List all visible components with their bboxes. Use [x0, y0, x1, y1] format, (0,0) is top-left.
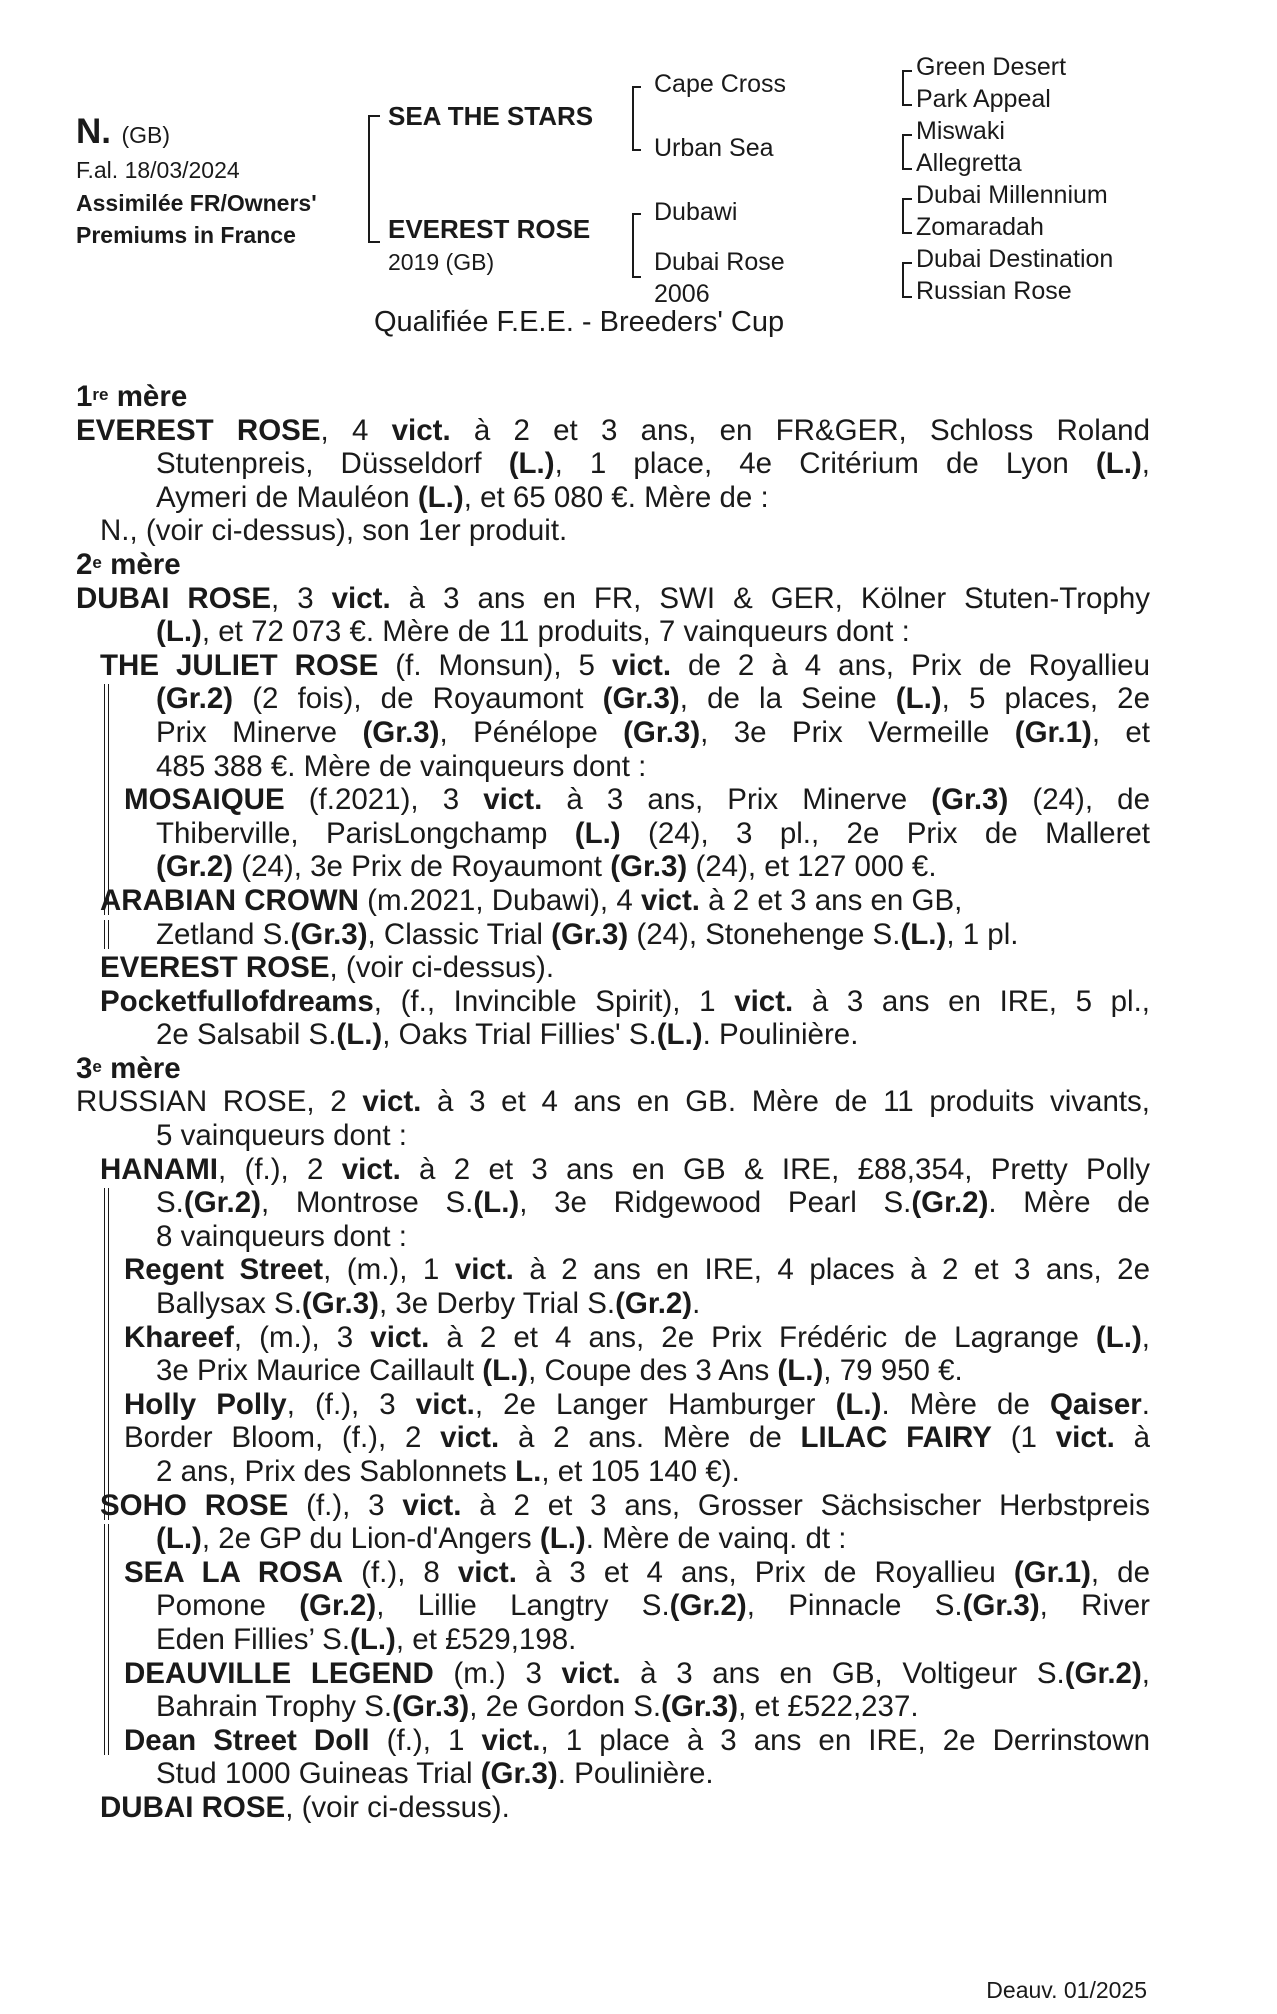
- bold-segment: (L.): [482, 1354, 529, 1388]
- text-segment: à: [1114, 1421, 1150, 1455]
- text-segment: (f.), 1: [369, 1723, 482, 1757]
- bold-segment: (Gr.3): [623, 715, 701, 749]
- text-segment: , (m.), 3: [233, 1320, 371, 1354]
- text-line: [76, 582, 1150, 616]
- text-line: [76, 1724, 1150, 1758]
- text-line: [76, 951, 1150, 985]
- bold-segment: vict.: [402, 1488, 462, 1522]
- horse-name: N.: [76, 112, 111, 151]
- bold-segment: vict.: [611, 648, 672, 682]
- bold-segment: vict.: [734, 984, 794, 1018]
- text-line: [76, 682, 1150, 716]
- dam-dam-year: 2006: [654, 280, 710, 308]
- text-segment: , 2e GP du Lion-d'Angers: [201, 1522, 540, 1556]
- text-segment: (m.2021, Dubawi), 4: [358, 883, 641, 917]
- bold-segment: Dean Street Doll: [124, 1723, 370, 1757]
- bold-segment: (L.): [895, 682, 942, 716]
- text-line: [76, 1690, 1150, 1724]
- text-segment: , Montrose S.: [260, 1186, 474, 1220]
- text-segment: . Mère de vainq. dt :: [585, 1522, 847, 1556]
- text-segment: , 3e Derby Trial S.: [378, 1287, 616, 1321]
- bold-segment: vict.: [640, 883, 700, 917]
- text-segment: (24), de: [1008, 783, 1150, 817]
- text-segment: , 5 places, 2e: [941, 682, 1150, 716]
- text-segment: (1: [991, 1421, 1056, 1455]
- foaling-date: F.al. 18/03/2024: [76, 157, 240, 183]
- footer-reference: Deauv. 01/2025: [986, 1977, 1147, 2003]
- text-segment: .: [692, 1287, 701, 1321]
- bold-segment: Regent Street: [124, 1253, 324, 1287]
- text-segment: à 2 et 3 ans en GB,: [699, 883, 963, 917]
- text-segment: S.: [156, 1186, 184, 1220]
- text-segment: , (f.), 2: [218, 1152, 342, 1186]
- text-line: [76, 1287, 1150, 1321]
- bold-segment: vict.: [454, 1253, 514, 1287]
- text-segment: à 3 ans, Prix Minerve: [542, 783, 932, 817]
- bold-segment: (Gr.1): [1014, 715, 1092, 749]
- g3-name: Miswaki: [916, 117, 1005, 145]
- text-segment: Stud 1000 Guineas Trial: [156, 1757, 481, 1791]
- text-segment: Ballysax S.: [156, 1287, 302, 1321]
- bold-segment: (L.): [417, 480, 464, 514]
- text-line: [76, 1186, 1150, 1220]
- text-segment: 5 vainqueurs dont :: [156, 1119, 407, 1153]
- bold-segment: DEAUVILLE LEGEND: [124, 1656, 434, 1690]
- g3-name: Allegretta: [916, 149, 1022, 177]
- text-segment: à 3 et 4 ans, Prix de Royallieu: [516, 1555, 1014, 1589]
- sire-name: SEA THE STARS: [388, 101, 594, 131]
- text-line: [76, 985, 1150, 1019]
- bold-segment: Holly Polly: [124, 1387, 287, 1421]
- text-line: [76, 1119, 1150, 1153]
- text-segment: Bahrain Trophy S.: [156, 1690, 393, 1724]
- bold-segment: (Gr.2): [156, 682, 234, 716]
- bold-segment: THE JULIET ROSE: [100, 648, 379, 682]
- bold-segment: (L.): [156, 1522, 202, 1556]
- text-segment: Zetland S.: [156, 917, 291, 951]
- text-line: [76, 1791, 1150, 1825]
- g3-name: Dubai Destination: [916, 245, 1114, 273]
- g3-bracket-3: [902, 198, 912, 234]
- text-line: [76, 1522, 1150, 1556]
- text-line: [76, 481, 1150, 515]
- text-segment: ,: [1141, 447, 1150, 481]
- text-line: [76, 1657, 1150, 1691]
- text-segment: . Poulinière.: [702, 1018, 859, 1052]
- bold-segment: (Gr.2): [156, 850, 234, 884]
- bold-segment: vict.: [457, 1555, 517, 1589]
- bold-segment: (Gr.2): [669, 1589, 747, 1623]
- text-segment: . Mère de: [881, 1387, 1050, 1421]
- text-segment: 3e Prix Maurice Caillault: [156, 1354, 483, 1388]
- text-segment: , 3e Ridgewood Pearl S.: [519, 1186, 912, 1220]
- text-line: [76, 1354, 1150, 1388]
- text-segment: , (voir ci-dessus).: [329, 951, 555, 985]
- text-segment: , 2e Gordon S.: [469, 1690, 662, 1724]
- text-line: [76, 1421, 1150, 1455]
- bold-segment: DUBAI ROSE: [76, 581, 272, 615]
- g3-bracket-4: [902, 262, 912, 298]
- text-segment: , 1 place à 3 ans en IRE, 2e Derrinstown: [540, 1723, 1150, 1757]
- bold-segment: (L.): [539, 1522, 586, 1556]
- g3-name: Park Appeal: [916, 85, 1051, 113]
- bold-segment: (L.): [1095, 447, 1142, 481]
- text-segment: , et 72 073 €. Mère de 11 produits, 7 vainqueurs dont :: [201, 615, 910, 649]
- text-line: [76, 1757, 1150, 1791]
- bold-segment: (Gr.3): [962, 1589, 1040, 1623]
- entry-the-juliet-rose: [76, 649, 1150, 884]
- text-segment: , de la Seine: [679, 682, 896, 716]
- g3-bracket-2: [902, 134, 912, 170]
- bold-segment: vict.: [561, 1656, 621, 1690]
- text-segment: , et £529,198.: [395, 1622, 577, 1656]
- text-segment: 2 ans, Prix des Sablonnets: [156, 1455, 516, 1488]
- text-segment: (m.) 3: [433, 1656, 562, 1690]
- bold-segment: (Gr.3): [362, 715, 440, 749]
- bold-segment: (Gr.2): [183, 1186, 261, 1220]
- section-heading-2e-mere: 2e mère: [76, 547, 181, 581]
- text-segment: , Oaks Trial Fillies' S.: [382, 1018, 657, 1052]
- bold-segment: vict.: [415, 1387, 475, 1421]
- bold-segment: L.: [515, 1455, 542, 1488]
- bold-segment: (Gr.2): [299, 1589, 377, 1623]
- g3-name: Zomaradah: [916, 213, 1044, 241]
- bold-segment: EVEREST ROSE: [100, 951, 330, 985]
- text-segment: . Mère de: [988, 1186, 1150, 1220]
- text-line: [76, 1388, 1150, 1422]
- text-segment: , 3e Prix Vermeille: [700, 715, 1015, 749]
- entry-hanami: [76, 1153, 1150, 1489]
- text-segment: Eden Fillies’ S.: [156, 1622, 351, 1656]
- text-segment: , 2e Langer Hamburger: [474, 1387, 836, 1421]
- text-line: [76, 1085, 1150, 1119]
- bold-segment: vict.: [341, 1152, 401, 1186]
- text-segment: de 2 à 4 ans, Prix de Royallieu: [671, 648, 1150, 682]
- text-segment: , 1 place, 4e Critérium de Lyon: [554, 447, 1096, 481]
- text-segment: (24), et 127 000 €.: [687, 850, 937, 884]
- bold-segment: (Gr.3): [602, 682, 680, 716]
- sire-sire: Cape Cross: [654, 70, 786, 98]
- text-line: [76, 1455, 1150, 1489]
- text-segment: Stutenpreis, Düsseldorf: [156, 447, 509, 481]
- text-line: N., (voir ci-dessus), son 1er produit.: [100, 514, 568, 548]
- bold-segment: SOHO ROSE: [100, 1488, 289, 1522]
- text-segment: à 2 ans en IRE, 4 places à 2 et 3 ans, 2e: [513, 1253, 1150, 1287]
- assimilee-line-2: Premiums in France: [76, 222, 296, 248]
- bold-segment: Qaiser: [1049, 1387, 1142, 1421]
- bold-segment: LILAC FAIRY: [800, 1421, 992, 1455]
- section-heading-1re-mere: 1re mère: [76, 380, 188, 413]
- bold-segment: MOSAIQUE: [124, 783, 285, 817]
- text-segment: , (m.), 1: [323, 1253, 455, 1287]
- text-segment: à 2 ans. Mère de: [499, 1421, 801, 1455]
- text-line: [76, 447, 1150, 481]
- horse-name-line: [76, 112, 170, 152]
- bold-segment: (Gr.3): [661, 1690, 739, 1724]
- text-segment: à 3 ans en FR, SWI & GER, Kölner Stuten-Trophy: [390, 581, 1150, 615]
- family-text: [76, 380, 1150, 1825]
- text-segment: , Pénélope: [439, 715, 624, 749]
- text-segment: à 3 ans en GB, Voltigeur S.: [620, 1656, 1065, 1690]
- text-segment: , de: [1090, 1555, 1150, 1589]
- bold-segment: (L.): [1095, 1320, 1142, 1354]
- text-segment: Thiberville, ParisLongchamp: [156, 816, 575, 850]
- text-segment: (f.2021), 3: [284, 783, 484, 817]
- text-line: [76, 1556, 1150, 1590]
- bold-segment: (L.): [656, 1018, 703, 1052]
- bold-segment: (Gr.2): [615, 1287, 693, 1321]
- text-segment: , 1 pl.: [946, 917, 1019, 951]
- dam-year: 2019 (GB): [388, 249, 495, 275]
- text-segment: 485 388 €. Mère de vainqueurs dont :: [156, 749, 647, 783]
- text-segment: (f.), 3: [288, 1488, 403, 1522]
- dam-parents-bracket: [632, 213, 641, 278]
- text-segment: Border Bloom, (f.), 2: [124, 1421, 441, 1455]
- text-segment: , Lillie Langtry S.: [376, 1589, 670, 1623]
- dam-name: EVEREST ROSE: [388, 214, 591, 244]
- sire-parents-bracket: [632, 86, 641, 151]
- text-line: [76, 414, 1150, 448]
- bold-segment: vict.: [362, 1085, 422, 1119]
- text-segment: , 4: [320, 413, 392, 447]
- bold-segment: HANAMI: [100, 1152, 218, 1186]
- bold-segment: EVEREST ROSE: [76, 413, 321, 447]
- text-segment: .: [1141, 1387, 1150, 1421]
- text-segment: , River: [1039, 1589, 1150, 1623]
- text-segment: , (f.), 3: [286, 1387, 416, 1421]
- text-segment: (2 fois), de Royaumont: [233, 682, 603, 716]
- text-segment: Pomone: [156, 1589, 300, 1623]
- bold-segment: Khareef: [124, 1320, 234, 1354]
- text-line: [76, 918, 1150, 952]
- bold-segment: (Gr.3): [480, 1757, 558, 1791]
- bold-segment: (Gr.3): [931, 783, 1009, 817]
- sire-dam: Urban Sea: [654, 134, 774, 162]
- bold-segment: vict.: [1055, 1421, 1115, 1455]
- bold-segment: ARABIAN CROWN: [100, 883, 359, 917]
- text-line: [76, 1589, 1150, 1623]
- bold-segment: vict.: [331, 581, 391, 615]
- text-segment: , et: [1091, 715, 1150, 749]
- text-segment: ,: [1141, 1656, 1150, 1690]
- text-line: [76, 1153, 1150, 1187]
- bold-segment: (L.): [508, 447, 555, 481]
- bold-segment: DUBAI ROSE: [100, 1790, 286, 1824]
- text-segment: , et 65 080 €. Mère de :: [463, 480, 769, 514]
- text-segment: Aymeri de Mauléon: [156, 480, 418, 514]
- bold-segment: (Gr.3): [551, 917, 629, 951]
- sire-dam-bracket: [368, 115, 380, 243]
- bold-segment: (L.): [900, 917, 947, 951]
- bold-segment: vict.: [370, 1320, 430, 1354]
- bold-segment: (L.): [336, 1018, 383, 1052]
- text-line: [76, 1018, 1150, 1052]
- text-line: [76, 649, 1150, 683]
- text-segment: (24), 3e Prix de Royaumont: [233, 850, 611, 884]
- text-line: [76, 1321, 1150, 1355]
- text-segment: à 2 et 3 ans, en FR&GER, Schloss Roland: [450, 413, 1150, 447]
- bold-segment: (Gr.3): [610, 850, 688, 884]
- g3-bracket-1: [902, 70, 912, 106]
- text-line: [76, 1253, 1150, 1287]
- text-segment: , Classic Trial: [367, 917, 552, 951]
- g3-name: Russian Rose: [916, 277, 1072, 305]
- text-line: [76, 783, 1150, 817]
- text-segment: , 3: [271, 581, 332, 615]
- g3-name: Green Desert: [916, 53, 1067, 81]
- text-line: [76, 850, 1150, 884]
- text-line: [76, 884, 1150, 918]
- text-segment: , Coupe des 3 Ans: [528, 1354, 778, 1388]
- bold-segment: (Gr.3): [290, 917, 368, 951]
- g3-name: Dubai Millennium: [916, 181, 1108, 209]
- bold-segment: (L.): [835, 1387, 882, 1421]
- text-segment: à 2 et 3 ans, Grosser Sächsischer Herbstpreis: [461, 1488, 1150, 1522]
- text-segment: RUSSIAN ROSE, 2: [76, 1085, 363, 1119]
- text-segment: 2e Salsabil S.: [156, 1018, 337, 1052]
- bold-segment: (Gr.3): [301, 1287, 379, 1321]
- text-line: [76, 1220, 1150, 1254]
- text-line: [76, 716, 1150, 750]
- text-segment: (24), Stonehenge S.: [628, 917, 901, 951]
- text-segment: , et 105 140 €).: [541, 1455, 740, 1488]
- bold-segment: (Gr.2): [1064, 1656, 1142, 1690]
- text-segment: ,: [1141, 1320, 1150, 1354]
- bold-segment: (L.): [777, 1354, 824, 1388]
- bold-segment: vict.: [481, 1723, 541, 1757]
- dam-dam: Dubai Rose: [654, 248, 785, 276]
- bold-segment: (L.): [350, 1622, 396, 1656]
- text-segment: , (voir ci-dessus).: [285, 1790, 510, 1824]
- text-segment: à 2 et 4 ans, 2e Prix Frédéric de Lagrange: [429, 1320, 1096, 1354]
- text-segment: (f. Monsun), 5: [378, 648, 612, 682]
- bold-segment: (L.): [574, 816, 621, 850]
- horse-origin: (GB): [121, 122, 171, 148]
- text-segment: à 3 ans en IRE, 5 pl.,: [793, 984, 1150, 1018]
- text-segment: à 3 et 4 ans en GB. Mère de 11 produits vivants,: [421, 1085, 1150, 1119]
- bold-segment: vict.: [440, 1421, 500, 1455]
- entry-arabian-crown: [76, 884, 1150, 951]
- text-line: [76, 615, 1150, 649]
- text-segment: (f.), 8: [343, 1555, 458, 1589]
- dam-sire: Dubawi: [654, 198, 738, 226]
- section-heading-3e-mere: 3e mère: [76, 1051, 181, 1085]
- bold-segment: (Gr.3): [392, 1690, 470, 1724]
- text-segment: Prix Minerve: [156, 715, 363, 749]
- text-segment: à 2 et 3 ans en GB & IRE, £88,354, Pretty Polly: [400, 1152, 1150, 1186]
- text-segment: 8 vainqueurs dont :: [156, 1219, 407, 1253]
- text-segment: . Poulinière.: [557, 1757, 714, 1791]
- text-line: [76, 1489, 1150, 1523]
- bold-segment: (L.): [156, 615, 202, 649]
- bold-segment: vict.: [483, 783, 543, 817]
- entry-soho-rose: [76, 1489, 1150, 1791]
- text-segment: (24), 3 pl., 2e Prix de Malleret: [620, 816, 1150, 850]
- assimilee-line-1: Assimilée FR/Owners': [76, 190, 317, 216]
- bold-segment: vict.: [391, 413, 451, 447]
- text-line: [76, 750, 1150, 784]
- text-line: [76, 817, 1150, 851]
- qualification: Qualifiée F.E.E. - Breeders' Cup: [374, 306, 785, 338]
- text-segment: , et £522,237.: [738, 1690, 919, 1724]
- text-segment: , (f., Invincible Spirit), 1: [373, 984, 735, 1018]
- bold-segment: (Gr.2): [911, 1186, 989, 1220]
- text-segment: , Pinnacle S.: [746, 1589, 963, 1623]
- bold-segment: (L.): [473, 1186, 520, 1220]
- bold-segment: Pocketfullofdreams: [100, 984, 374, 1018]
- text-line: [76, 1623, 1150, 1657]
- bold-segment: SEA LA ROSA: [124, 1555, 344, 1589]
- text-segment: , 79 950 €.: [823, 1354, 963, 1388]
- bold-segment: (Gr.1): [1013, 1555, 1091, 1589]
